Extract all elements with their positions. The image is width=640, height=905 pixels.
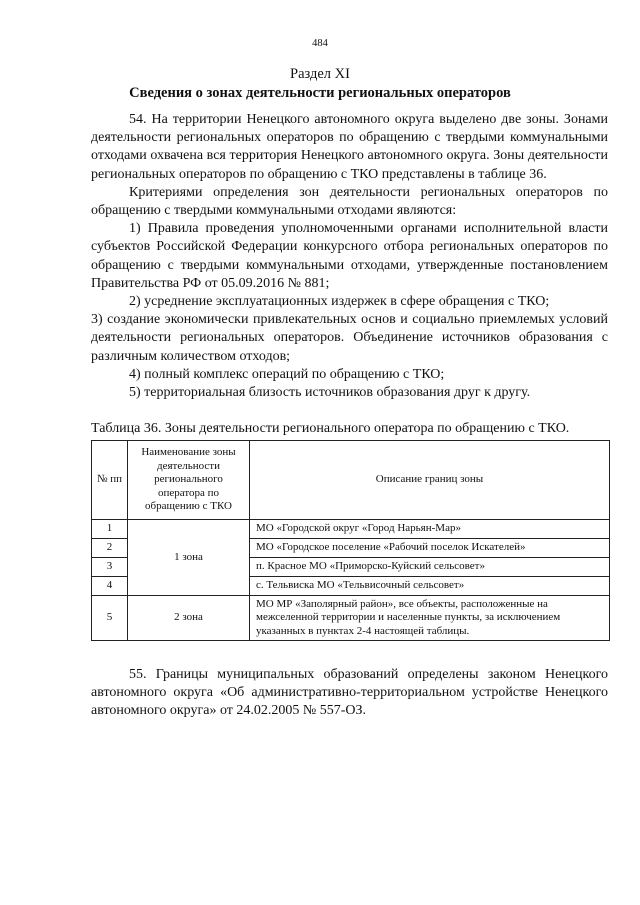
- criteria-item-1: 1) Правила проведения уполномоченными органами исполнительной власти субъектов Российской Федерации конкурсного отбора региональных операторов по обращению с твердыми коммунальными отходами, утвержденные постановлением Правительства РФ от 05.09.2016 № 881;: [91, 221, 608, 291]
- section-title: Раздел XI: [290, 66, 350, 82]
- zone-description: МО «Городской округ «Город Нарьян-Мар»: [250, 520, 610, 539]
- row-number: 3: [92, 558, 128, 577]
- criteria-intro: Критериями определения зон деятельности региональных операторов по обращению с твердыми коммунальными отходами являются:: [91, 184, 608, 219]
- table-row: [92, 596, 610, 641]
- header-number: № пп: [92, 441, 128, 520]
- zone-name-cell: 1 зона: [128, 520, 250, 596]
- row-number: 4: [92, 577, 128, 596]
- page-number: 484: [312, 38, 328, 49]
- paragraph-55: 55. Границы муниципальных образований определены законом Ненецкого автономного округа «Об административно-территориальном устройстве Ненецкого автономного округа» от 24.02.2005 № 557-ОЗ.: [91, 667, 608, 719]
- zone-name-cell: 2 зона: [128, 596, 250, 641]
- header-description: Описание границ зоны: [250, 441, 610, 520]
- row-number: 1: [92, 520, 128, 539]
- criteria-item-4: 4) полный комплекс операций по обращению с ТКО;: [129, 366, 445, 382]
- table-caption: Таблица 36. Зоны деятельности регионального оператора по обращению с ТКО.: [91, 421, 570, 436]
- final-text: [91, 666, 608, 721]
- table-header-row: [92, 441, 610, 520]
- zones-table: [91, 440, 610, 641]
- section-subtitle: Сведения о зонах деятельности региональных операторов: [129, 85, 511, 101]
- criteria-item-5: 5) территориальная близость источников образования друг к другу.: [129, 385, 531, 401]
- zone-description: п. Красное МО «Приморско-Куйский сельсовет»: [250, 558, 610, 577]
- zone-description: МО «Городское поселение «Рабочий поселок Искателей»: [250, 539, 610, 558]
- criteria-item-3: 3) создание экономически привлекательных основ и социально приемлемых условий деятельности региональных операторов. Объединение источников образования с различным количеством отходов;: [91, 312, 608, 364]
- body-text: [91, 111, 608, 402]
- paragraph-54: 54. На территории Ненецкого автономного округа выделено две зоны. Зонами деятельности региональных операторов по обращению с твердыми коммунальными отходами охвачена вся территория Ненецкого автономного округа. Зоны деятельности региональных операторов по обращению с ТКО представлены в таблице 36.: [91, 112, 608, 182]
- table-row: [92, 520, 610, 539]
- row-number: 5: [92, 596, 128, 641]
- row-number: 2: [92, 539, 128, 558]
- header-zone-name: Наименование зоны деятельности регионального оператора по обращению с ТКО: [128, 441, 250, 520]
- zone-description: с. Тельвиска МО «Тельвисочный сельсовет»: [250, 577, 610, 596]
- zone-description: МО МР «Заполярный район», все объекты, расположенные на межселенной территории и населенные пункты, за исключением указанных в пунктах 2-4 настоящей таблицы.: [250, 596, 610, 641]
- criteria-item-2: 2) усреднение эксплуатационных издержек в сфере обращения с ТКО;: [129, 294, 550, 310]
